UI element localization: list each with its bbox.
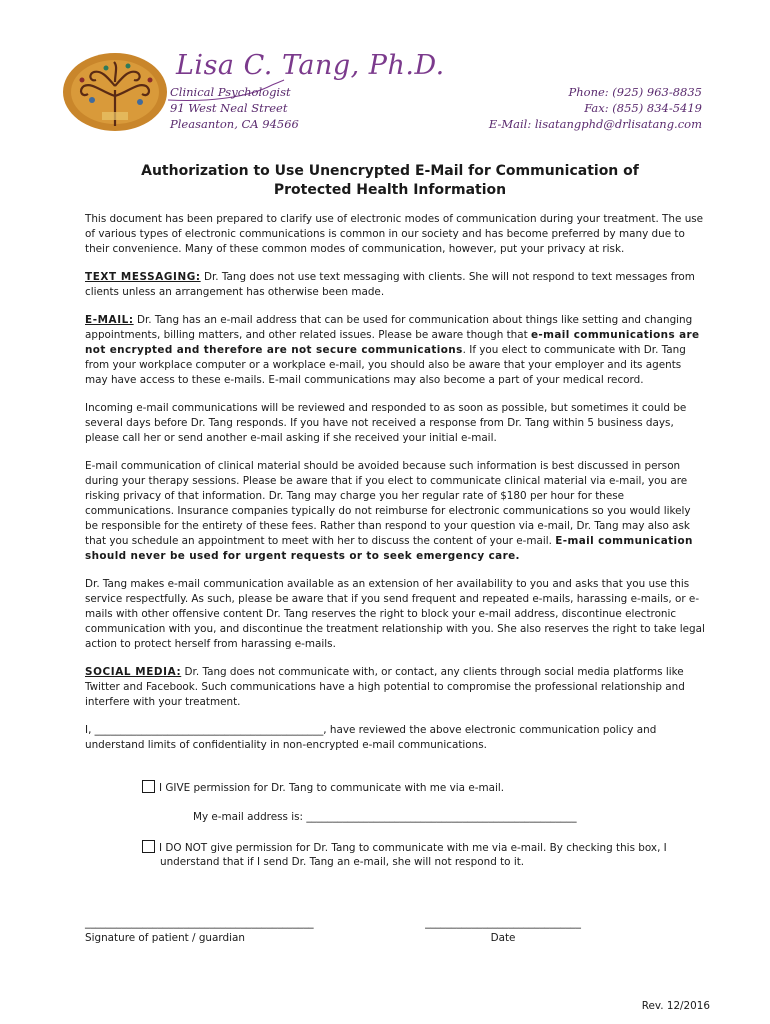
clinical-emphasis: E-mail communication should never be used for urgent requests or to seek emergency care. (85, 535, 693, 562)
signature-line[interactable]: ____________________________________________ (85, 917, 314, 929)
email-heading: E-MAIL: (85, 314, 134, 326)
date-line[interactable]: ______________________________ (425, 917, 581, 929)
social-media-paragraph (85, 665, 705, 710)
revision-label: Rev. 12/2016 (641, 1000, 710, 1012)
text-messaging-body: Dr. Tang does not use text messaging with clients. She will not respond to text messages from clients unless an arrangement has otherwise been made. (85, 271, 695, 298)
text-messaging-paragraph (85, 270, 705, 300)
tree-logo (62, 52, 168, 132)
letterhead-name: Lisa C. Tang, Ph.D. (176, 50, 445, 81)
letterhead-fax: Fax: (855) 834-5419 (584, 101, 702, 115)
social-media-heading: SOCIAL MEDIA: (85, 666, 182, 678)
signature-label: Signature of patient / guardian (85, 932, 245, 944)
email-body-a: Dr. Tang has an e-mail address that can be used for communication about things like setting and changing appointments, billing matters, and other related issues. Please be aware though that (85, 314, 693, 341)
date-label: Date (490, 932, 516, 944)
acknowledgement-paragraph: I, ____________________________________________, have reviewed the above electronic communication policy and understand limits of confidentiality in non-encrypted e-mail communications. (85, 724, 657, 751)
title-line-2: Protected Health Information (273, 182, 507, 198)
give-permission-checkbox[interactable] (142, 780, 155, 793)
letterhead-address-line2: Pleasanton, CA 94566 (170, 117, 299, 131)
email-body-b: . If you elect to communicate with Dr. Tang from your workplace computer or a workplace e-mail, you should also be aware that your employer and its agents may have access to these e-mails. E-mail communications may also become a part of your medical record. (85, 344, 686, 386)
email-paragraph (85, 313, 705, 388)
letterhead-address-line1: 91 West Neal Street (170, 101, 288, 115)
deny-permission-row (142, 840, 667, 856)
deny-permission-label-1: I DO NOT give permission for Dr. Tang to communicate with me via e-mail. By checking this box, I (159, 842, 667, 854)
title-line-1: Authorization to Use Unencrypted E-Mail for Communication of (141, 163, 639, 179)
email-emphasis: e-mail communications are not encrypted and therefore are not secure communications (85, 329, 700, 356)
letterhead-email: E-Mail: lisatangphd@drlisatang.com (488, 117, 702, 131)
signature-block (85, 916, 314, 946)
extension-paragraph: Dr. Tang makes e-mail communication available as an extension of her availability to you and asks that you use this service respectfully. As such, please be aware that if you send frequent and repeated e-mails, harassing e-mails, or e-mails with other offensive content Dr. Tang reserves the right to block your e-mail address, discontinue electronic communication with you, and discontinue the treatment relationship with you. She also reserves the right to take legal action to protect herself from harassing e-mails. (85, 578, 705, 650)
incoming-paragraph: Incoming e-mail communications will be reviewed and responded to as soon as possible, but sometimes it could be several days before Dr. Tang responds. If you have not received a response from Dr. Tang within 5 business days, please call her or send another e-mail asking if she received your initial e-mail. (85, 402, 687, 444)
letterhead-contact (489, 84, 702, 132)
deny-permission-label-2: understand that if I send Dr. Tang an e-mail, she will not respond to it. (160, 856, 525, 868)
date-block (418, 916, 588, 946)
social-media-body: Dr. Tang does not communicate with, or contact, any clients through social media platforms like Twitter and Facebook. Such communications have a high potential to compromise the professional relationship and interfere with your treatment. (85, 666, 685, 708)
clinical-body: E-mail communication of clinical material should be avoided because such information is best discussed in person during your therapy sessions. Please be aware that if you elect to communicate clinical material via e-mail, you are risking privacy of that information. Dr. Tang may charge you her regular rate of $180 per hour for these communications. Insurance companies typically do not reimburse for electronic communications so you would likely be responsible for the entirety of these fees. Rather than respond to your question via e-mail, Dr. Tang may also ask that you schedule an appointment to meet with her to discuss the content of your e-mail. (85, 460, 691, 547)
letterhead-address (170, 84, 299, 132)
email-address-line[interactable]: My e-mail address is: ____________________________________________________ (193, 811, 577, 823)
intro-paragraph: This document has been prepared to clarify use of electronic modes of communication during your treatment. The use of various types of electronic communications is common in our society and has become preferred by many due to their convenience. Many of these common modes of communication, however, put your privacy at risk. (85, 213, 704, 255)
give-permission-label: I GIVE permission for Dr. Tang to communicate with me via e-mail. (159, 782, 505, 794)
letterhead-title: Clinical Psychologist (170, 85, 291, 99)
clinical-paragraph (85, 459, 705, 564)
document-title (80, 162, 700, 200)
give-permission-row (142, 780, 504, 796)
text-messaging-heading: TEXT MESSAGING: (85, 271, 201, 283)
document-body (85, 212, 705, 766)
letterhead-phone: Phone: (925) 963-8835 (568, 85, 702, 99)
deny-permission-checkbox[interactable] (142, 840, 155, 853)
